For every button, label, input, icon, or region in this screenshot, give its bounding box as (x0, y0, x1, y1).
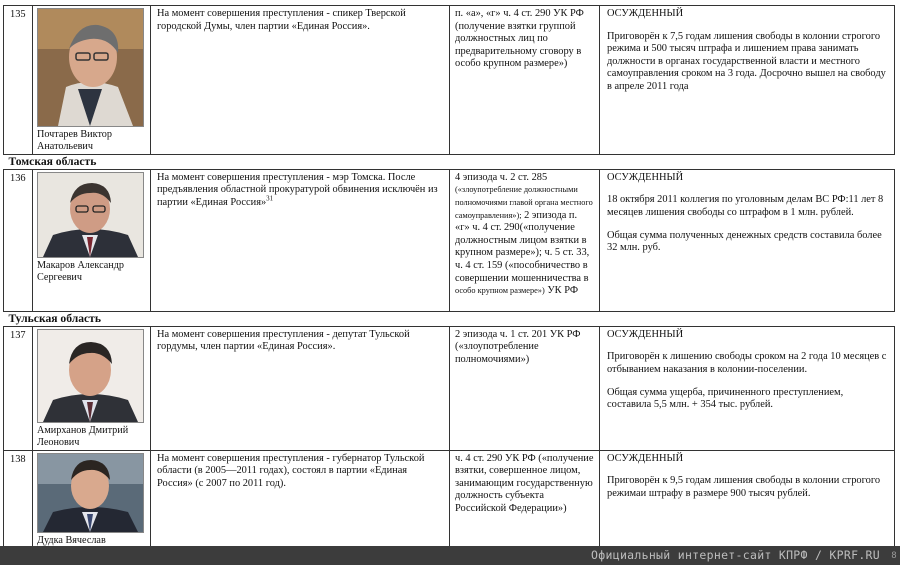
person-name: Амирханов Дмитрий Леонович (37, 424, 129, 449)
verdict-cell (600, 169, 895, 311)
row-number: 135 (4, 6, 33, 155)
table-row (4, 326, 895, 450)
status-label: ОСУЖДЕННЫЙ (607, 452, 684, 464)
footnote-marker: 31 (266, 194, 274, 203)
footer-page-mark: 8 (891, 551, 897, 561)
status-label: ОСУЖДЕННЫЙ (607, 8, 684, 19)
article-text-small: особо крупном размере») (455, 286, 545, 296)
person-cell (33, 169, 151, 311)
verdict-cell (600, 6, 895, 155)
site-footer-bar (0, 546, 900, 565)
document-table-container (3, 5, 894, 563)
region-header-row (4, 154, 895, 169)
row-number: 136 (4, 169, 33, 311)
description-cell (151, 169, 450, 311)
verdict-text: 18 октября 2011 коллегия по уголовным делам ВС РФ:11 лет 8 месяцев лишения свободы со штрафом в 1 млн. рублей. (607, 194, 884, 218)
convicts-table (3, 5, 895, 563)
person-photo (37, 329, 144, 423)
article-cell (450, 169, 600, 311)
article-cell: 2 эпизода ч. 1 ст. 201 УК РФ («злоупотребление полномочиями») (450, 326, 600, 450)
person-name: Макаров Александр Сергеевич (37, 259, 124, 284)
article-text: 4 эпизода ч. 2 ст. 285 (455, 171, 548, 183)
article-text: УК РФ (547, 285, 579, 297)
verdict-text: Общая сумма ущерба, причиненного преступлением, составила 5,5 млн. + 354 тыс. рублей. (607, 386, 844, 411)
status-label: ОСУЖДЕННЫЙ (607, 171, 684, 183)
person-name: Дудка Вячеслав (37, 534, 106, 546)
row-number: 137 (4, 326, 33, 450)
person-photo (37, 453, 144, 533)
verdict-text: Приговорён к 9,5 годам лишения свободы в колонии строгого режимаи штрафу в размере 900 тысяч рублей. (607, 475, 881, 499)
article-text-small: («злоупотребление должностными полномочиями главой органа местного самоуправления»); (455, 185, 593, 220)
person-name: Почтарев Виктор Анатольевич (37, 129, 112, 153)
person-cell (33, 6, 151, 155)
verdict-text: Приговорён к 7,5 годам лишения свободы в колонии строгого режима и 500 тысяч штрафа и лишением права занимать должности в органах государственной власти и местного самоуправления сроком на 3 года. Досрочно вышел на свободу в апреле 2011 года (607, 30, 886, 92)
region-title: Томская область (4, 154, 895, 169)
person-photo (37, 172, 144, 258)
article-text: 2 эпизода п. «г» ч. 4 ст. 290(«получение должностным лицом взятки в крупном размере»); ч. 5 ст. 33, ч. 4 ст. 159 («пособничество в совершении мошенничества в (455, 209, 590, 284)
footer-text: Официальный интернет-сайт КПРФ / KPRF.RU (591, 548, 880, 562)
article-cell: ч. 4 ст. 290 УК РФ («получение взятки, совершенное лицом, занимающим государственную должность субъекта Российской Федерации») (450, 450, 600, 562)
region-header-row (4, 311, 895, 326)
verdict-cell (600, 326, 895, 450)
status-label: ОСУЖДЕННЫЙ (607, 328, 684, 340)
description-cell: На момент совершения преступления - губернатор Тульской области (в 2005—2011 годах), состоял в партии «Единая Россия» (с 2007 по 2011 год). (151, 450, 450, 562)
description-cell: На момент совершения преступления - спикер Тверской городской Думы, член партии «Единая Россия». (151, 6, 450, 155)
region-title: Тульская область (4, 311, 895, 326)
description-text: На момент совершения преступления - мэр Томска. После предъявления областной прокуратурой обвинения исключён из партии «Единая Россия» (157, 171, 438, 208)
person-cell (33, 326, 151, 450)
row-number: 138 (4, 450, 33, 562)
table-row (4, 6, 895, 155)
article-cell: п. «а», «г» ч. 4 ст. 290 УК РФ (получение взятки группой должностных лиц по предварительному сговору в особо крупном размере») (450, 6, 600, 155)
verdict-text: Общая сумма полученных денежных средств составила более 32 млн. руб. (607, 229, 882, 254)
person-photo (37, 8, 144, 127)
description-cell: На момент совершения преступления - депутат Тульской гордумы, член партии «Единая Россия». (151, 326, 450, 450)
verdict-text: Приговорён к лишению свободы сроком на 2 года 10 месяцев с отбыванием наказания в колонии-поселении. (607, 351, 887, 375)
table-row (4, 169, 895, 311)
